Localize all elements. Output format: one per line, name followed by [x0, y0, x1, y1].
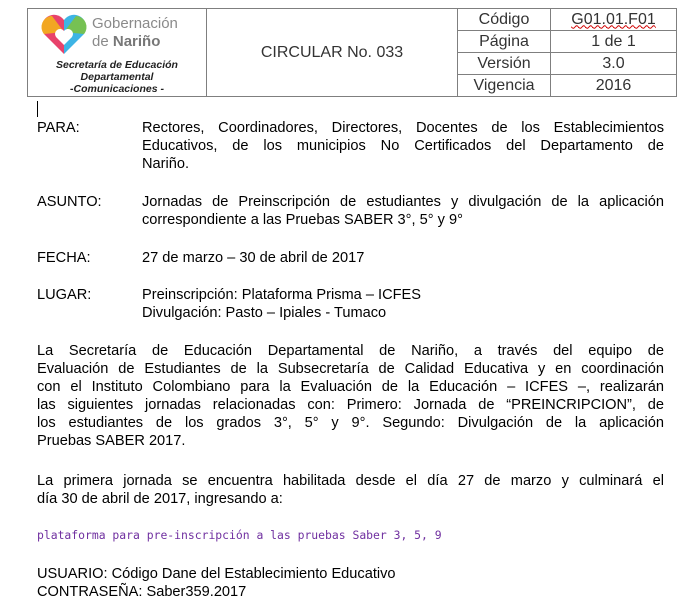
- logo-text-de: de: [92, 33, 113, 50]
- meta-label-vigencia: Vigencia: [458, 75, 551, 97]
- prisma-registration-link[interactable]: plataforma para pre-inscripción a las pruebas Saber 3, 5, 9: [37, 528, 442, 542]
- meta-value-pagina: 1 de 1: [551, 31, 677, 53]
- text-cursor[interactable]: [37, 101, 38, 117]
- gobernacion-heart-logo-icon: [38, 12, 90, 56]
- asunto-line-2: correspondiente a las Pruebas SABER 3°, 5° y 9°: [142, 212, 463, 228]
- secretaria-label: [28, 59, 206, 95]
- meta-label-version: Versión: [458, 53, 551, 75]
- circular-title: CIRCULAR No. 033: [207, 9, 458, 97]
- fecha-value: 27 de marzo – 30 de abril de 2017: [142, 250, 365, 266]
- p1-line-5: los estudiantes de los grados 3°, 5° y 9°. Segundo: Divulgación de la aplicación: [37, 415, 664, 431]
- asunto-line-1: Jornadas de Preinscripción de estudiantes y divulgación de la aplicación: [142, 194, 664, 210]
- para-value: [142, 119, 664, 173]
- p1-line-3: con el Instituto Colombiano para la Evaluación de la Educación – ICFES –, realizarán: [37, 379, 664, 395]
- meta-value-codigo: [551, 9, 677, 31]
- secretaria-line-3: -Comunicaciones -: [70, 83, 164, 95]
- p2-line-1: La primera jornada se encuentra habilitada desde el día 27 de marzo y culminará el: [37, 473, 664, 489]
- logo-text-narino: [92, 33, 160, 50]
- body-paragraph-2: [37, 472, 664, 508]
- meta-value-version: 3.0: [551, 53, 677, 75]
- p1-line-2: Evaluación de Estudiantes de la Subsecretaría de Calidad Educativa y en coordinación: [37, 361, 664, 377]
- meta-label-pagina: Página: [458, 31, 551, 53]
- p1-line-6: Pruebas SABER 2017.: [37, 433, 186, 449]
- lugar-line-1: Preinscripción: Plataforma Prisma – ICFES: [142, 287, 421, 303]
- fecha-label: FECHA:: [37, 250, 91, 266]
- meta-value-vigencia: 2016: [551, 75, 677, 97]
- body-paragraph-1: [37, 342, 664, 450]
- lugar-value: [142, 286, 664, 322]
- p1-line-1: La Secretaría de Educación Departamental de Nariño, a través del equipo de: [37, 343, 664, 359]
- secretaria-line-1: Secretaría de Educación: [56, 59, 178, 71]
- secretaria-line-2: Departamental: [80, 71, 154, 83]
- document-header: [27, 8, 677, 97]
- logo-text-gobernacion: Gobernación: [92, 15, 178, 32]
- lugar-label: LUGAR:: [37, 287, 92, 303]
- para-line-1: Rectores, Coordinadores, Directores, Docentes de los Establecimientos: [142, 120, 664, 136]
- asunto-label: ASUNTO:: [37, 194, 102, 210]
- para-line-2: Educativos, de los municipios No Certificados del Departamento de: [142, 138, 664, 154]
- logo-cell: [28, 9, 207, 97]
- para-label: PARA:: [37, 120, 80, 136]
- meta-value-codigo-text: G01.01.F01: [571, 10, 656, 28]
- lugar-line-2: Divulgación: Pasto – Ipiales - Tumaco: [142, 305, 387, 321]
- p1-line-4: las siguientes jornadas relacionadas con: Primero: Jornada de “PREINCRIPCION”, de: [37, 397, 664, 413]
- asunto-value: [142, 193, 664, 229]
- para-line-3: Nariño.: [142, 156, 190, 172]
- meta-label-codigo: Código: [458, 9, 551, 31]
- logo-text-narino-bold: Nariño: [112, 33, 161, 50]
- usuario-line: USUARIO: Código Dane del Establecimiento Educativo: [37, 566, 396, 582]
- contrasena-line: CONTRASEÑA: Saber359.2017: [37, 584, 247, 600]
- p2-line-2: día 30 de abril de 2017, ingresando a:: [37, 491, 283, 507]
